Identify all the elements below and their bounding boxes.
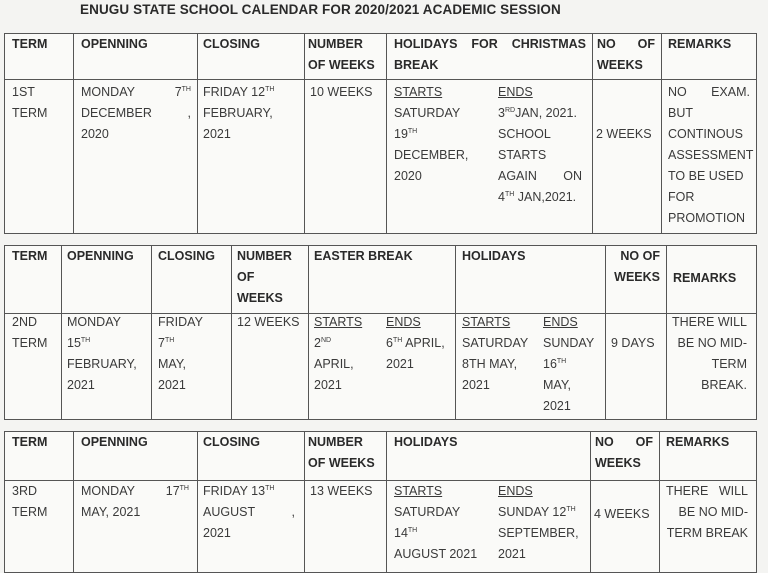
holiday-ends: ENDS SUNDAY 16TH MAY, 2021 xyxy=(543,315,595,413)
holiday-duration: 2 WEEKS xyxy=(596,127,652,141)
header-christmas-holidays: HOLIDAYS FOR CHRISTMAS BREAK xyxy=(394,37,586,72)
holiday-starts: STARTS SATURDAY 19TH DECEMBER, 2020 xyxy=(394,85,469,183)
easter-ends: ENDS 6TH APRIL, 2021 xyxy=(386,315,445,371)
header-term: TERM xyxy=(12,435,48,449)
header-remarks: REMARKS xyxy=(666,435,730,449)
second-term-table xyxy=(4,245,757,420)
number-of-weeks: 13 WEEKS xyxy=(310,484,373,498)
header-term: TERM xyxy=(12,37,48,51)
remarks: THERE WILL BE NO MID- TERM BREAK. xyxy=(671,315,747,392)
header-no-of-weeks: NO OF WEEKS xyxy=(595,435,653,470)
term-label: 1ST TERM xyxy=(12,85,48,120)
header-opening: OPENNING xyxy=(81,37,148,51)
easter-starts: STARTS 2ND APRIL, 2021 xyxy=(314,315,363,392)
opening-date: MONDAY 15TH FEBRUARY, 2021 xyxy=(67,315,137,392)
header-easter-break: EASTER BREAK xyxy=(314,249,413,263)
term-label: 2ND TERM xyxy=(12,315,48,350)
header-opening: OPENNING xyxy=(81,435,148,449)
closing-date: FRIDAY 12TH FEBRUARY, 2021 xyxy=(203,85,275,141)
number-of-weeks: 12 WEEKS xyxy=(237,315,300,329)
holiday-duration: 9 DAYS xyxy=(611,336,655,350)
third-term-table xyxy=(4,431,757,573)
number-of-weeks: 10 WEEKS xyxy=(310,85,373,99)
header-remarks: REMARKS xyxy=(668,37,732,51)
header-closing: CLOSING xyxy=(203,37,260,51)
header-closing: CLOSING xyxy=(203,435,260,449)
header-holidays: HOLIDAYS xyxy=(394,435,458,449)
holiday-ends: ENDS SUNDAY 12TH SEPTEMBER, 2021 xyxy=(498,484,579,561)
closing-date: FRIDAY 13TH AUGUST , 2021 xyxy=(203,484,295,540)
holiday-starts: STARTS SATURDAY 8TH MAY, 2021 xyxy=(462,315,529,392)
holiday-ends: ENDS 3RDJAN, 2021. SCHOOL STARTS AGAIN ON 4TH JAN,2021. xyxy=(498,85,582,204)
first-term-table xyxy=(4,33,757,234)
holiday-starts: STARTS SATURDAY 14TH AUGUST 2021 xyxy=(394,484,478,561)
remarks: NO EXAM. BUT CONTINOUS ASSESSMENT TO BE USED FOR PROMOTION xyxy=(668,85,754,225)
header-holidays: HOLIDAYS xyxy=(462,249,526,263)
opening-date: MONDAY 7TH DECEMBER , 2020 xyxy=(81,85,191,141)
header-number-of-weeks: NUMBER OF WEEKS xyxy=(308,435,375,470)
header-remarks: REMARKS xyxy=(673,271,737,285)
opening-date: MONDAY 17TH MAY, 2021 xyxy=(81,484,189,519)
header-number-of-weeks: NUMBER OF WEEKS xyxy=(237,249,292,305)
closing-date: FRIDAY 7TH MAY, 2021 xyxy=(158,315,203,392)
holiday-duration: 4 WEEKS xyxy=(594,507,650,521)
header-term: TERM xyxy=(12,249,48,263)
header-opening: OPENNING xyxy=(67,249,134,263)
remarks: THERE WILL BE NO MID- TERM BREAK xyxy=(666,484,748,540)
term-label: 3RD TERM xyxy=(12,484,48,519)
header-closing: CLOSING xyxy=(158,249,215,263)
header-no-of-weeks: NO OF WEEKS xyxy=(614,249,660,284)
header-no-of-weeks: NO OF WEEKS xyxy=(597,37,655,72)
page-title: ENUGU STATE SCHOOL CALENDAR FOR 2020/2021 ACADEMIC SESSION xyxy=(80,2,561,17)
header-number-of-weeks: NUMBER OF WEEKS xyxy=(308,37,375,72)
